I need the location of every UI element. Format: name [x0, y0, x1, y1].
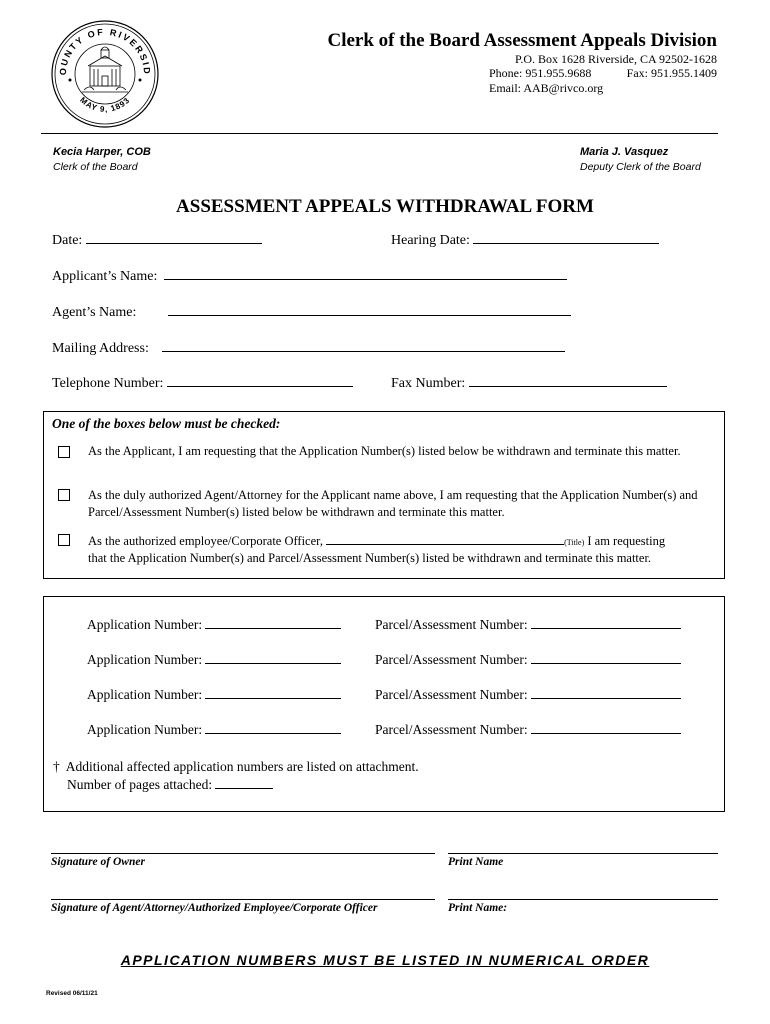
pages-attached-input-line[interactable] — [215, 777, 273, 789]
dagger-mark: † — [53, 759, 60, 774]
application-number-label: Application Number: — [87, 652, 203, 667]
address-line: P.O. Box 1628 Riverside, CA 92502-1628 — [514, 52, 717, 66]
seal-top-text: OUNTY OF RIVERSID — [57, 26, 153, 76]
mailing-address-label: Mailing Address: — [52, 341, 149, 356]
attachment-note-text: Additional affected application numbers are listed on attachment. — [65, 759, 419, 774]
division-title: Clerk of the Board Assessment Appeals Division — [327, 30, 717, 51]
parcel-number-input-line[interactable] — [531, 617, 681, 629]
agent-name-input-line[interactable] — [168, 304, 571, 316]
header-divider — [41, 133, 718, 134]
form-title: ASSESSMENT APPEALS WITHDRAWAL FORM — [176, 196, 594, 217]
application-number-row[interactable] — [87, 722, 341, 738]
clerk-name: Kecia Harper, COB — [53, 146, 151, 158]
pages-attached-field[interactable] — [67, 777, 273, 793]
agent-name-field[interactable] — [52, 304, 571, 321]
owner-signature-label: Signature of Owner — [51, 856, 145, 868]
seal-bottom-text: MAY 9, 1893 — [78, 95, 132, 114]
fax-label: Fax Number: — [391, 376, 466, 391]
officer-option-line2: that the Application Number(s) and Parcel/Assessment Number(s) listed be withdrawn and terminate this matter. — [88, 551, 652, 565]
applicant-name-label: Applicant’s Name: — [52, 269, 158, 284]
agent-checkbox[interactable] — [58, 489, 70, 501]
officer-option-text-after: I am requesting — [587, 534, 666, 548]
application-number-label: Application Number: — [87, 687, 203, 702]
parcel-number-input-line[interactable] — [531, 687, 681, 699]
application-numbers-box — [43, 596, 725, 812]
agent-print-name-label: Print Name: — [448, 902, 508, 914]
parcel-number-input-line[interactable] — [531, 652, 681, 664]
telephone-input-line[interactable] — [167, 375, 353, 387]
hearing-date-field[interactable] — [391, 232, 659, 249]
applicant-option-text: As the Applicant, I am requesting that the Application Number(s) listed below be withdrawn and terminate this matter. — [88, 444, 681, 458]
application-number-row[interactable] — [87, 652, 341, 668]
application-number-label: Application Number: — [87, 722, 203, 737]
application-number-row[interactable] — [87, 617, 341, 633]
clerk-title: Clerk of the Board — [53, 161, 138, 173]
application-number-label: Application Number: — [87, 617, 203, 632]
telephone-label: Telephone Number: — [52, 376, 164, 391]
revised-date: Revised 06/11/21 — [46, 990, 98, 997]
parcel-number-label: Parcel/Assessment Number: — [375, 687, 528, 702]
owner-signature-line[interactable] — [51, 853, 435, 854]
email-line: Email: AAB@rivco.org — [489, 81, 604, 95]
fax-input-line[interactable] — [469, 375, 667, 387]
hearing-date-label: Hearing Date: — [391, 233, 470, 248]
fax-field[interactable] — [391, 375, 667, 392]
agent-signature-line[interactable] — [51, 899, 435, 900]
mailing-address-input-line[interactable] — [162, 340, 565, 352]
application-number-input-line[interactable] — [205, 687, 341, 699]
fax-line: Fax: 951.955.1409 — [626, 66, 717, 80]
parcel-number-label: Parcel/Assessment Number: — [375, 617, 528, 632]
svg-text:MAY 9, 1893 — [78, 95, 132, 113]
parcel-number-row[interactable] — [375, 652, 681, 668]
application-number-row[interactable] — [87, 687, 341, 703]
agent-print-name-line[interactable] — [448, 899, 718, 900]
telephone-field[interactable] — [52, 375, 353, 392]
officer-title-input-line[interactable] — [326, 534, 564, 545]
owner-print-name-label: Print Name — [448, 856, 504, 868]
application-number-input-line[interactable] — [205, 652, 341, 664]
pages-attached-label: Number of pages attached: — [67, 777, 213, 792]
applicant-name-input-line[interactable] — [164, 268, 567, 280]
date-label: Date: — [52, 233, 83, 248]
parcel-number-label: Parcel/Assessment Number: — [375, 722, 528, 737]
agent-option-text: As the duly authorized Agent/Attorney for the Applicant name above, I am requesting that the Application Number(s) and Parcel/Assessment Number(s) listed below be withdrawn and terminate this matter. — [88, 488, 698, 519]
applicant-checkbox[interactable] — [58, 446, 70, 458]
officer-option-line1 — [88, 533, 718, 551]
options-heading: One of the boxes below must be checked: — [52, 416, 281, 431]
parcel-number-row[interactable] — [375, 687, 681, 703]
numerical-order-notice: APPLICATION NUMBERS MUST BE LISTED IN NUMERICAL ORDER — [120, 952, 650, 968]
county-seal-logo — [50, 14, 160, 134]
parcel-number-row[interactable] — [375, 617, 681, 633]
officer-option-text-before: As the authorized employee/Corporate Officer, — [88, 534, 323, 548]
attachment-note — [53, 759, 419, 775]
parcel-number-input-line[interactable] — [531, 722, 681, 734]
hearing-date-input-line[interactable] — [473, 232, 659, 244]
owner-print-name-line[interactable] — [448, 853, 718, 854]
svg-text:COUNTY OF RIVERSIDE — [50, 14, 152, 76]
applicant-name-field[interactable] — [52, 268, 567, 285]
agent-name-label: Agent’s Name: — [52, 305, 137, 320]
date-input-line[interactable] — [86, 232, 262, 244]
deputy-title: Deputy Clerk of the Board — [580, 161, 701, 173]
date-field[interactable] — [52, 232, 262, 249]
withdrawal-options-box — [43, 411, 725, 579]
parcel-number-row[interactable] — [375, 722, 681, 738]
parcel-number-label: Parcel/Assessment Number: — [375, 652, 528, 667]
application-number-input-line[interactable] — [205, 722, 341, 734]
deputy-name: Maria J. Vasquez — [580, 146, 669, 158]
officer-checkbox[interactable] — [58, 534, 70, 546]
title-hint: (Title) — [564, 538, 585, 547]
mailing-address-field[interactable] — [52, 340, 565, 357]
phone-line: Phone: 951.955.9688 — [489, 66, 592, 80]
application-number-input-line[interactable] — [205, 617, 341, 629]
agent-signature-label: Signature of Agent/Attorney/Authorized Employee/Corporate Officer — [51, 902, 378, 914]
